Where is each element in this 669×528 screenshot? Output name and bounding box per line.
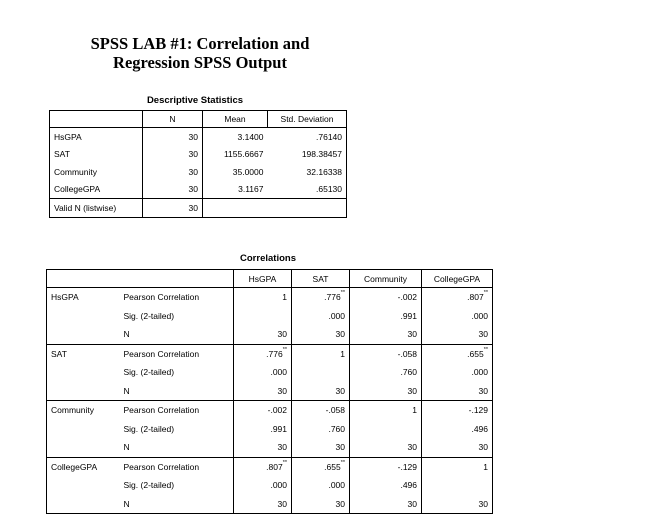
table-row — [47, 420, 493, 439]
value-text: 1 — [483, 461, 488, 472]
significance-flag: ** — [282, 459, 287, 466]
value-text: 30 — [335, 329, 345, 340]
header-cell-blank — [47, 270, 120, 288]
mean-cell: 3.1167 — [238, 184, 264, 195]
value-cell — [234, 438, 292, 457]
value-text: .655 — [467, 348, 484, 359]
correlations-caption: Correlations — [240, 253, 296, 264]
page-title-line-2: Regression SPSS Output — [113, 53, 287, 72]
value-text: 30 — [335, 442, 345, 453]
value-text: 30 — [277, 329, 287, 340]
value-text: -.129 — [468, 405, 488, 416]
table-row — [47, 344, 493, 363]
n-cell: 30 — [143, 128, 203, 146]
value-text: 30 — [407, 442, 417, 453]
value-text: .655 — [324, 461, 341, 472]
sd-cell: .76140 — [316, 131, 342, 142]
statistic-label: N — [123, 329, 130, 340]
mean-cell: 3.1400 — [237, 131, 264, 142]
value-text: 30 — [407, 498, 417, 509]
value-cell — [234, 476, 292, 495]
statistic-label: Pearson Correlation — [120, 401, 234, 420]
value-text: .000 — [471, 310, 488, 321]
n-cell: 30 — [143, 181, 203, 199]
n-cell: 30 — [143, 163, 203, 181]
value-cell — [422, 401, 493, 420]
value-text: 30 — [478, 385, 488, 396]
statistic-label: Sig. (2-tailed) — [123, 423, 175, 434]
value-cell — [292, 288, 350, 307]
statistic-label: Pearson Correlation — [120, 457, 234, 476]
row-label: Community — [50, 163, 143, 181]
variable-label — [47, 476, 120, 495]
table-header-row — [47, 270, 493, 288]
table-row — [47, 401, 493, 420]
value-cell — [422, 325, 493, 344]
significance-flag: ** — [340, 290, 345, 297]
row-label: SAT — [50, 146, 143, 164]
value-text: .776 — [324, 292, 341, 303]
value-cell — [350, 325, 422, 344]
statistic-label: Pearson Correlation — [120, 344, 234, 363]
n-cell: 30 — [143, 146, 203, 164]
statistic-label: Sig. (2-tailed) — [123, 480, 175, 491]
value-text: -.129 — [397, 461, 417, 472]
mean-cell: 35.0000 — [232, 166, 264, 177]
value-text: .496 — [471, 423, 488, 434]
mean-cell: 1155.6667 — [223, 149, 264, 160]
value-cell — [422, 495, 493, 514]
value-cell — [292, 401, 350, 420]
statistic-label: N — [123, 385, 130, 396]
value-text: .776 — [266, 348, 283, 359]
value-cell — [350, 382, 422, 401]
table-row — [50, 199, 347, 218]
value-cell — [350, 344, 422, 363]
statistic-label: Pearson Correlation — [123, 292, 200, 303]
header-cell — [50, 111, 143, 128]
significance-flag: ** — [340, 459, 345, 466]
significance-flag: ** — [483, 346, 488, 353]
statistic-label: Sig. (2-tailed) — [123, 367, 175, 378]
statistic-label: N — [123, 498, 130, 509]
value-text: 30 — [335, 498, 345, 509]
variable-label: SAT — [47, 344, 120, 363]
value-cell — [422, 382, 493, 401]
sd-cell: 32.16338 — [306, 166, 342, 177]
value-cell — [292, 363, 350, 382]
table-row — [47, 438, 493, 457]
table-row — [47, 382, 493, 401]
variable-label — [47, 325, 120, 344]
statistic-label: N — [123, 442, 130, 453]
value-text: .000 — [270, 480, 287, 491]
value-text: -.002 — [397, 292, 417, 303]
header-cell: N — [143, 111, 203, 128]
variable-label — [47, 495, 120, 514]
value-text: .000 — [328, 480, 345, 491]
page-title-line-1: SPSS LAB #1: Correlation and — [90, 34, 310, 53]
value-cell — [422, 438, 493, 457]
value-cell — [422, 476, 493, 495]
table-row — [47, 307, 493, 326]
value-text: .760 — [328, 423, 345, 434]
variable-label — [47, 363, 120, 382]
value-cell — [234, 344, 292, 363]
table-header-row — [50, 111, 347, 128]
value-cell — [234, 307, 292, 326]
value-cell — [422, 363, 493, 382]
header-cell: Mean — [203, 111, 268, 128]
value-text: .807 — [467, 292, 484, 303]
variable-label — [47, 438, 120, 457]
value-text: .807 — [266, 461, 283, 472]
value-text: 30 — [478, 442, 488, 453]
descriptive-statistics-table — [49, 110, 347, 218]
descriptives-caption: Descriptive Statistics — [146, 95, 244, 106]
value-cell — [292, 382, 350, 401]
value-cell — [422, 307, 493, 326]
value-cell — [350, 476, 422, 495]
mean-cell — [203, 199, 268, 218]
table-row — [50, 181, 347, 199]
value-cell — [234, 401, 292, 420]
table-row — [50, 128, 347, 146]
value-text: 1 — [412, 405, 417, 416]
value-cell — [292, 420, 350, 439]
value-cell — [350, 307, 422, 326]
value-cell — [422, 344, 493, 363]
variable-label: HsGPA — [51, 292, 79, 303]
column-header: HsGPA — [234, 270, 292, 288]
sd-cell — [268, 199, 347, 218]
value-cell — [234, 325, 292, 344]
variable-label: Community — [47, 401, 120, 420]
value-text: -.002 — [267, 405, 287, 416]
column-header: CollegeGPA — [422, 270, 493, 288]
variable-label — [47, 420, 120, 439]
value-cell — [350, 288, 422, 307]
value-text: .000 — [328, 310, 345, 321]
value-cell — [234, 288, 292, 307]
value-text: 30 — [407, 329, 417, 340]
row-label: HsGPA — [50, 128, 143, 146]
table-row — [47, 325, 493, 344]
significance-flag: ** — [483, 290, 488, 297]
value-cell — [234, 382, 292, 401]
value-text: 30 — [277, 442, 287, 453]
value-cell — [350, 457, 422, 476]
column-header: SAT — [292, 270, 350, 288]
value-cell — [234, 495, 292, 514]
table-row — [50, 146, 347, 164]
value-text: .000 — [270, 367, 287, 378]
row-label: CollegeGPA — [50, 181, 143, 199]
sd-cell: 198.38457 — [301, 149, 342, 160]
value-text: 30 — [407, 385, 417, 396]
table-row — [47, 495, 493, 514]
value-text: .760 — [400, 367, 417, 378]
value-cell — [350, 438, 422, 457]
variable-label: CollegeGPA — [47, 457, 120, 476]
value-cell — [292, 325, 350, 344]
table-row — [50, 163, 347, 181]
value-cell — [422, 457, 493, 476]
value-cell — [292, 495, 350, 514]
value-text: 1 — [282, 292, 287, 303]
value-cell — [292, 476, 350, 495]
statistic-label: Sig. (2-tailed) — [123, 310, 175, 321]
value-text: 30 — [478, 329, 488, 340]
header-cell: Std. Deviation — [268, 111, 347, 128]
value-cell — [350, 401, 422, 420]
value-cell — [292, 438, 350, 457]
value-cell — [422, 420, 493, 439]
correlations-table — [46, 269, 493, 514]
significance-flag: ** — [282, 346, 287, 353]
table-row — [47, 363, 493, 382]
header-cell-blank — [120, 270, 234, 288]
variable-label — [47, 307, 120, 326]
table-row — [47, 288, 493, 307]
value-text: -.058 — [397, 348, 417, 359]
sd-cell: .65130 — [316, 184, 342, 195]
value-cell — [292, 344, 350, 363]
value-text: .991 — [400, 310, 417, 321]
n-cell: 30 — [143, 199, 203, 218]
value-text: 30 — [277, 498, 287, 509]
row-label: Valid N (listwise) — [50, 199, 143, 218]
value-text: .991 — [270, 423, 287, 434]
column-header: Community — [350, 270, 422, 288]
table-row — [47, 476, 493, 495]
table-row — [47, 457, 493, 476]
value-cell — [234, 457, 292, 476]
variable-label — [47, 382, 120, 401]
value-text: -.058 — [325, 405, 345, 416]
value-cell — [234, 363, 292, 382]
value-text: 30 — [277, 385, 287, 396]
value-cell — [292, 457, 350, 476]
value-text: 30 — [335, 385, 345, 396]
value-cell — [350, 363, 422, 382]
value-text: .000 — [471, 367, 488, 378]
value-cell — [292, 307, 350, 326]
value-cell — [234, 420, 292, 439]
value-text: 1 — [340, 348, 345, 359]
value-text: .496 — [400, 480, 417, 491]
value-cell — [350, 420, 422, 439]
value-text: 30 — [478, 498, 488, 509]
value-cell — [350, 495, 422, 514]
value-cell — [422, 288, 493, 307]
